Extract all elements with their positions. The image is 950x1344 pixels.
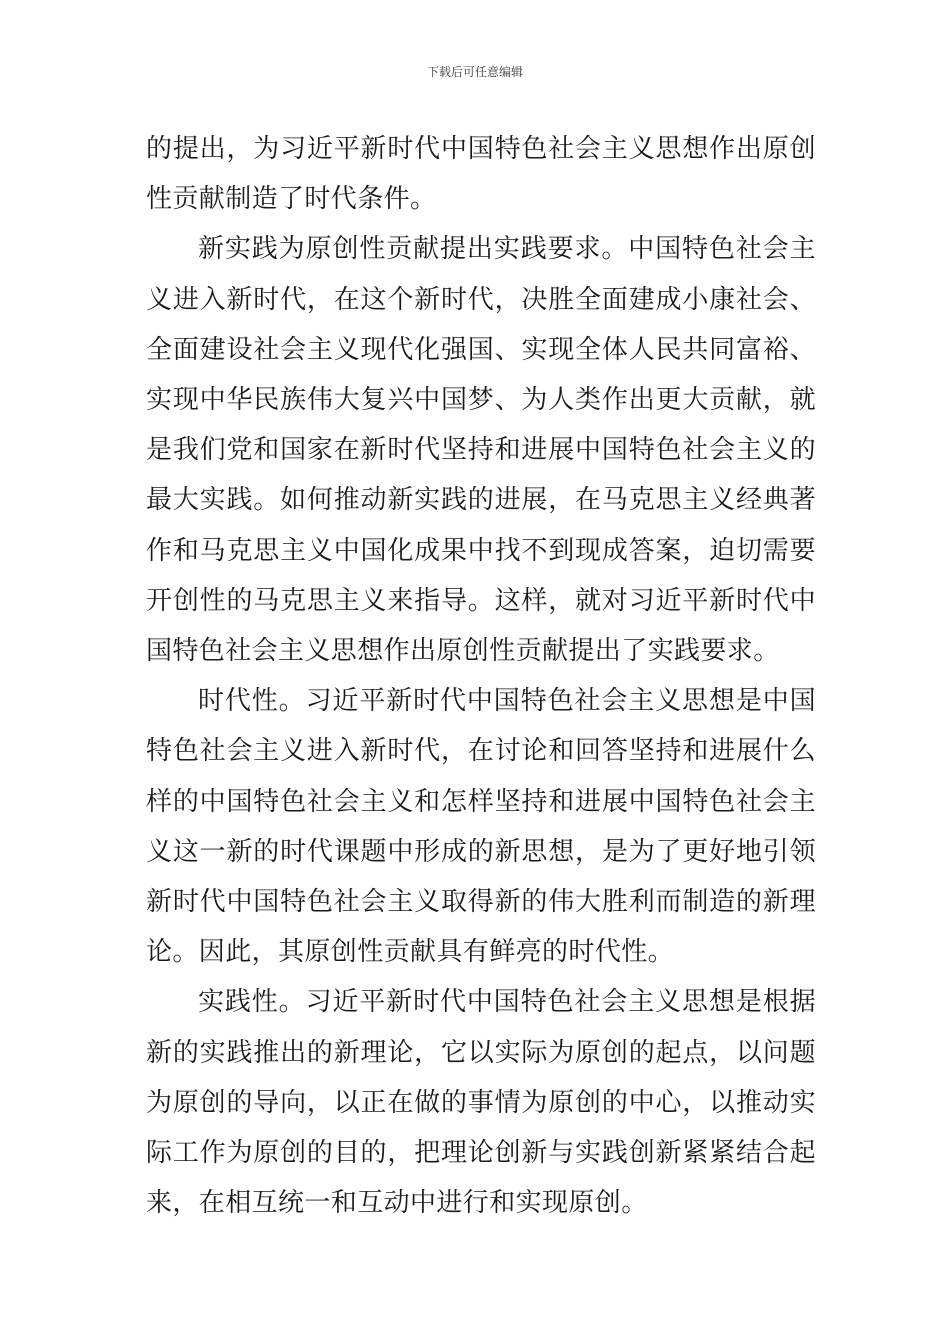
paragraph-new-practice: 新实践为原创性贡献提出实践要求。中国特色社会主义进入新时代，在这个新时代，决胜全面建成小康社会、全面建设社会主义现代化强国、实现全体人民共同富裕、实现中华民族伟大复兴中国梦、为人类作出更大贡献，就是我们党和国家在新时代坚持和进展中国特色社会主义的最大实践。如何推动新实践的进展，在马克思主义经典著作和马克思主义中国化成果中找不到现成答案，迫切需要开创性的马克思主义来指导。这样，就对习近平新时代中国特色社会主义思想作出原创性贡献提出了实践要求。 bbox=[146, 234, 816, 667]
document-body bbox=[146, 124, 816, 1228]
paragraph-practicality: 实践性。习近平新时代中国特色社会主义思想是根据新的实践推出的新理论，它以实际为原创的起点，以问题为原创的导向，以正在做的事情为原创的中心，以推动实际工作为原创的目的，把理论创新与实践创新紧紧结合起来，在相互统一和互动中进行和实现原创。 bbox=[146, 987, 816, 1219]
paragraph-continuation: 的提出，为习近平新时代中国特色社会主义思想作出原创性贡献制造了时代条件。 bbox=[146, 134, 816, 215]
paragraph-timeliness: 时代性。习近平新时代中国特色社会主义思想是中国特色社会主义进入新时代，在讨论和回答坚持和进展什么样的中国特色社会主义和怎样坚持和进展中国特色社会主义这一新的时代课题中形成的新思想，是为了更好地引领新时代中国特色社会主义取得新的伟大胜利而制造的新理论。因此，其原创性贡献具有鲜亮的时代性。 bbox=[146, 686, 816, 968]
page-header: 下载后可任意编辑 bbox=[426, 65, 523, 79]
